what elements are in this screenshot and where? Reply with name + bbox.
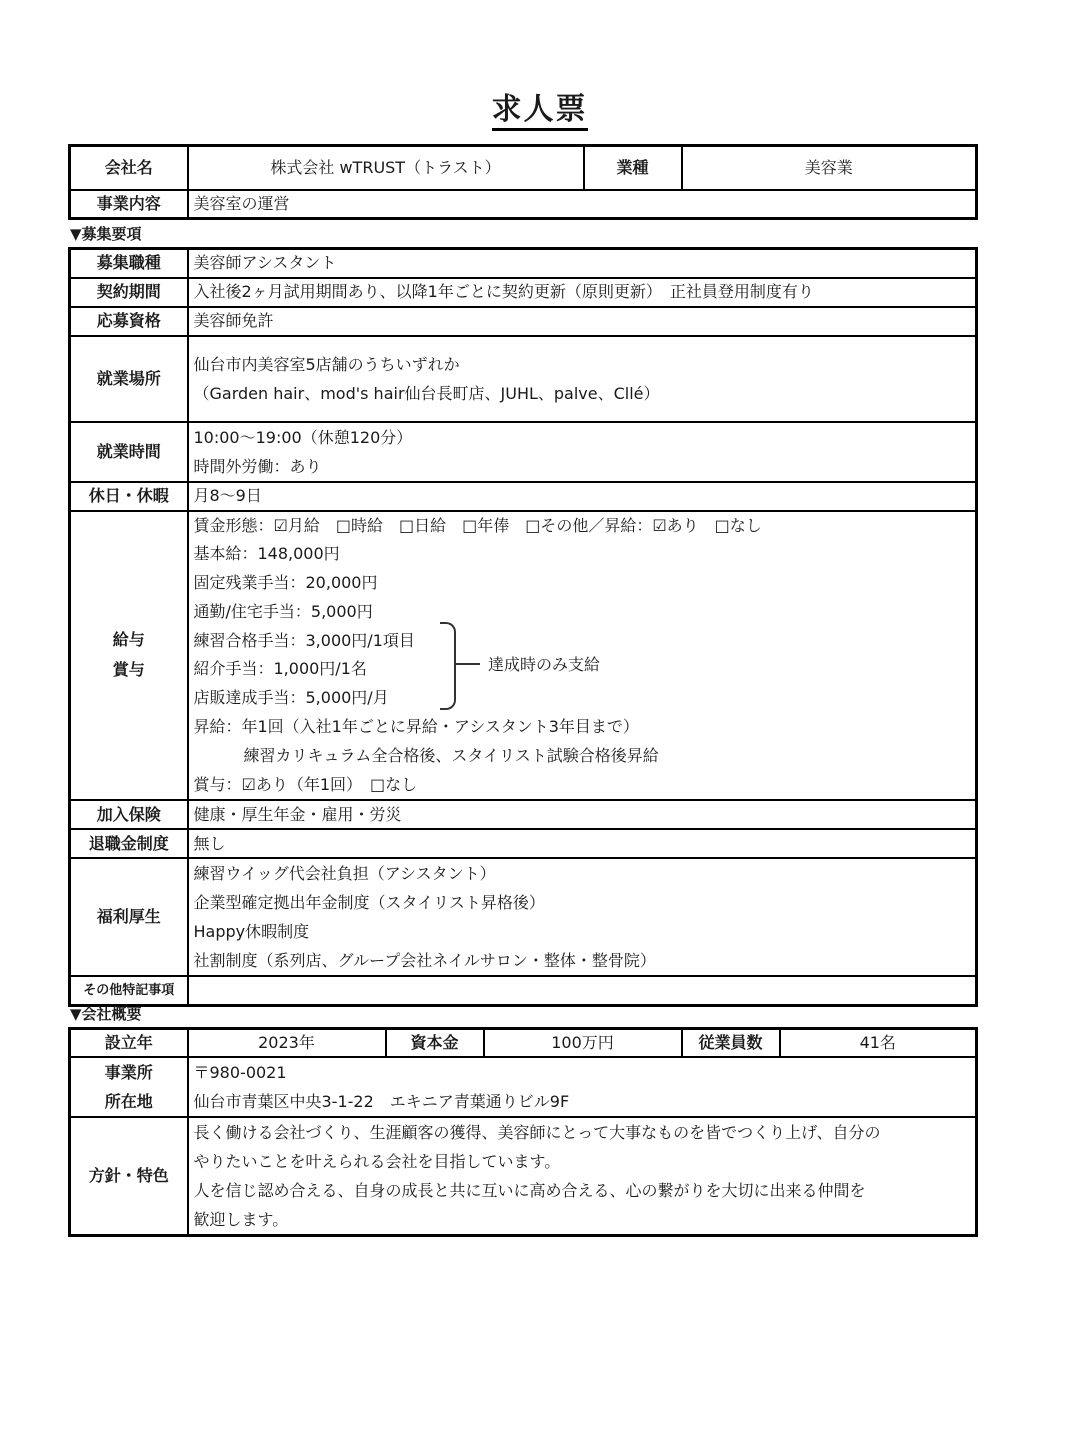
insurance-value: 健康・厚生年金・雇用・労災 — [188, 800, 977, 829]
policy-line: 長く働ける会社づくり、生涯顧客の獲得、美容師にとって大事なものを皆でつくり上げ、自分の — [193, 1122, 881, 1142]
policy-line: 歓迎します。 — [193, 1209, 289, 1229]
salary-line: 昇給：年1回（入社1年ごとに昇給・アシスタント3年目まで） — [193, 717, 639, 737]
bonus-label-line: 賞与 — [112, 660, 145, 680]
retirement-value: 無し — [188, 829, 977, 858]
hours-value — [188, 422, 977, 482]
salary-line: 通勤/住宅手当：5,000円 — [193, 601, 373, 621]
founded-value: 2023年 — [188, 1029, 386, 1057]
job-value: 美容師アシスタント — [188, 249, 977, 278]
overview-section-header: ▼会社概要 — [70, 1005, 142, 1023]
contract-label: 契約期間 — [70, 278, 188, 307]
hours-label: 就業時間 — [70, 422, 188, 482]
location-line: 仙台市内美容室5店舗のうちいずれか — [193, 354, 460, 374]
employees-label: 従業員数 — [682, 1029, 780, 1057]
policy-line: 人を信じ認め合える、自身の成長と共に互いに高め合える、心の繋がりを大切に出来る仲間を — [193, 1180, 866, 1200]
welfare-line: Happy休暇制度 — [193, 922, 310, 942]
location-label: 就業場所 — [70, 336, 188, 422]
salary-line: 紹介手当：1,000円/1名 — [193, 659, 367, 679]
capital-label: 資本金 — [386, 1029, 484, 1057]
recruit-table — [68, 247, 978, 1007]
business-label: 事業内容 — [70, 190, 188, 219]
welfare-line: 社割制度（系列店、グループ会社ネイルサロン・整体・整骨院） — [193, 951, 656, 971]
company-name-value: 株式会社 wTRUST（トラスト） — [188, 146, 584, 190]
salary-line: 賞与：☑あり（年1回） □なし — [193, 774, 418, 794]
allowance-bracket-tick — [456, 663, 480, 665]
hours-line: 10:00～19:00（休憩120分） — [193, 427, 413, 447]
policy-line: やりたいことを叶えられる会社を目指しています。 — [193, 1151, 561, 1171]
capital-value: 100万円 — [484, 1029, 682, 1057]
retirement-label: 退職金制度 — [70, 829, 188, 858]
salary-line: 練習合格手当：3,000円/1項目 — [193, 630, 415, 650]
salary-label-line: 給与 — [112, 630, 145, 650]
hours-line: 時間外労働：あり — [193, 456, 322, 476]
salary-line: 固定残業手当：20,000円 — [193, 573, 378, 593]
employees-value: 41名 — [780, 1029, 977, 1057]
welfare-line: 企業型確定拠出年金制度（スタイリスト昇格後） — [193, 893, 545, 913]
recruit-section-header: ▼募集要項 — [70, 225, 142, 243]
company-table — [68, 144, 978, 220]
office-value — [188, 1057, 977, 1117]
address: 仙台市青葉区中央3-1-22 エキニア青葉通りビル9F — [193, 1091, 570, 1111]
office-label-line: 事業所 — [104, 1062, 153, 1082]
other-value — [188, 976, 977, 1005]
welfare-label: 福利厚生 — [70, 858, 188, 976]
salary-line: 基本給：148,000円 — [193, 544, 340, 564]
policy-label: 方針・特色 — [70, 1117, 188, 1236]
salary-label — [70, 511, 188, 801]
page-title: 求人票 — [0, 84, 1079, 128]
allowance-bracket — [440, 622, 456, 710]
overview-table — [68, 1027, 978, 1237]
holiday-value: 月8～9日 — [188, 482, 977, 511]
address-label-line: 所在地 — [104, 1091, 153, 1111]
location-line: （Garden hair、mod's hair仙台長町店、JUHL、palve、Cllé） — [193, 383, 660, 403]
business-value: 美容室の運営 — [188, 190, 977, 219]
founded-label: 設立年 — [70, 1029, 188, 1057]
policy-value — [188, 1117, 977, 1236]
salary-line: 練習カリキュラム全合格後、スタイリスト試験合格後昇給 — [243, 745, 659, 765]
postal-code: 〒980-0021 — [193, 1062, 287, 1082]
holiday-label: 休日・休暇 — [70, 482, 188, 511]
job-label: 募集職種 — [70, 249, 188, 278]
allowance-bracket-note: 達成時のみ支給 — [488, 655, 601, 674]
location-value — [188, 336, 977, 422]
qualification-value: 美容師免許 — [188, 307, 977, 336]
salary-line: 賃金形態：☑月給 □時給 □日給 □年俸 □その他／昇給：☑あり □なし — [193, 515, 762, 535]
welfare-line: 練習ウイッグ代会社負担（アシスタント） — [193, 864, 496, 884]
industry-label: 業種 — [584, 146, 682, 190]
contract-value: 入社後2ヶ月試用期間あり、以降1年ごとに契約更新（原則更新） 正社員登用制度有り — [188, 278, 977, 307]
welfare-value — [188, 858, 977, 976]
salary-line: 店販達成手当：5,000円/月 — [193, 688, 389, 708]
qualification-label: 応募資格 — [70, 307, 188, 336]
other-label: その他特記事項 — [70, 976, 188, 1005]
industry-value: 美容業 — [682, 146, 977, 190]
office-label — [70, 1057, 188, 1117]
insurance-label: 加入保険 — [70, 800, 188, 829]
company-name-label: 会社名 — [70, 146, 188, 190]
